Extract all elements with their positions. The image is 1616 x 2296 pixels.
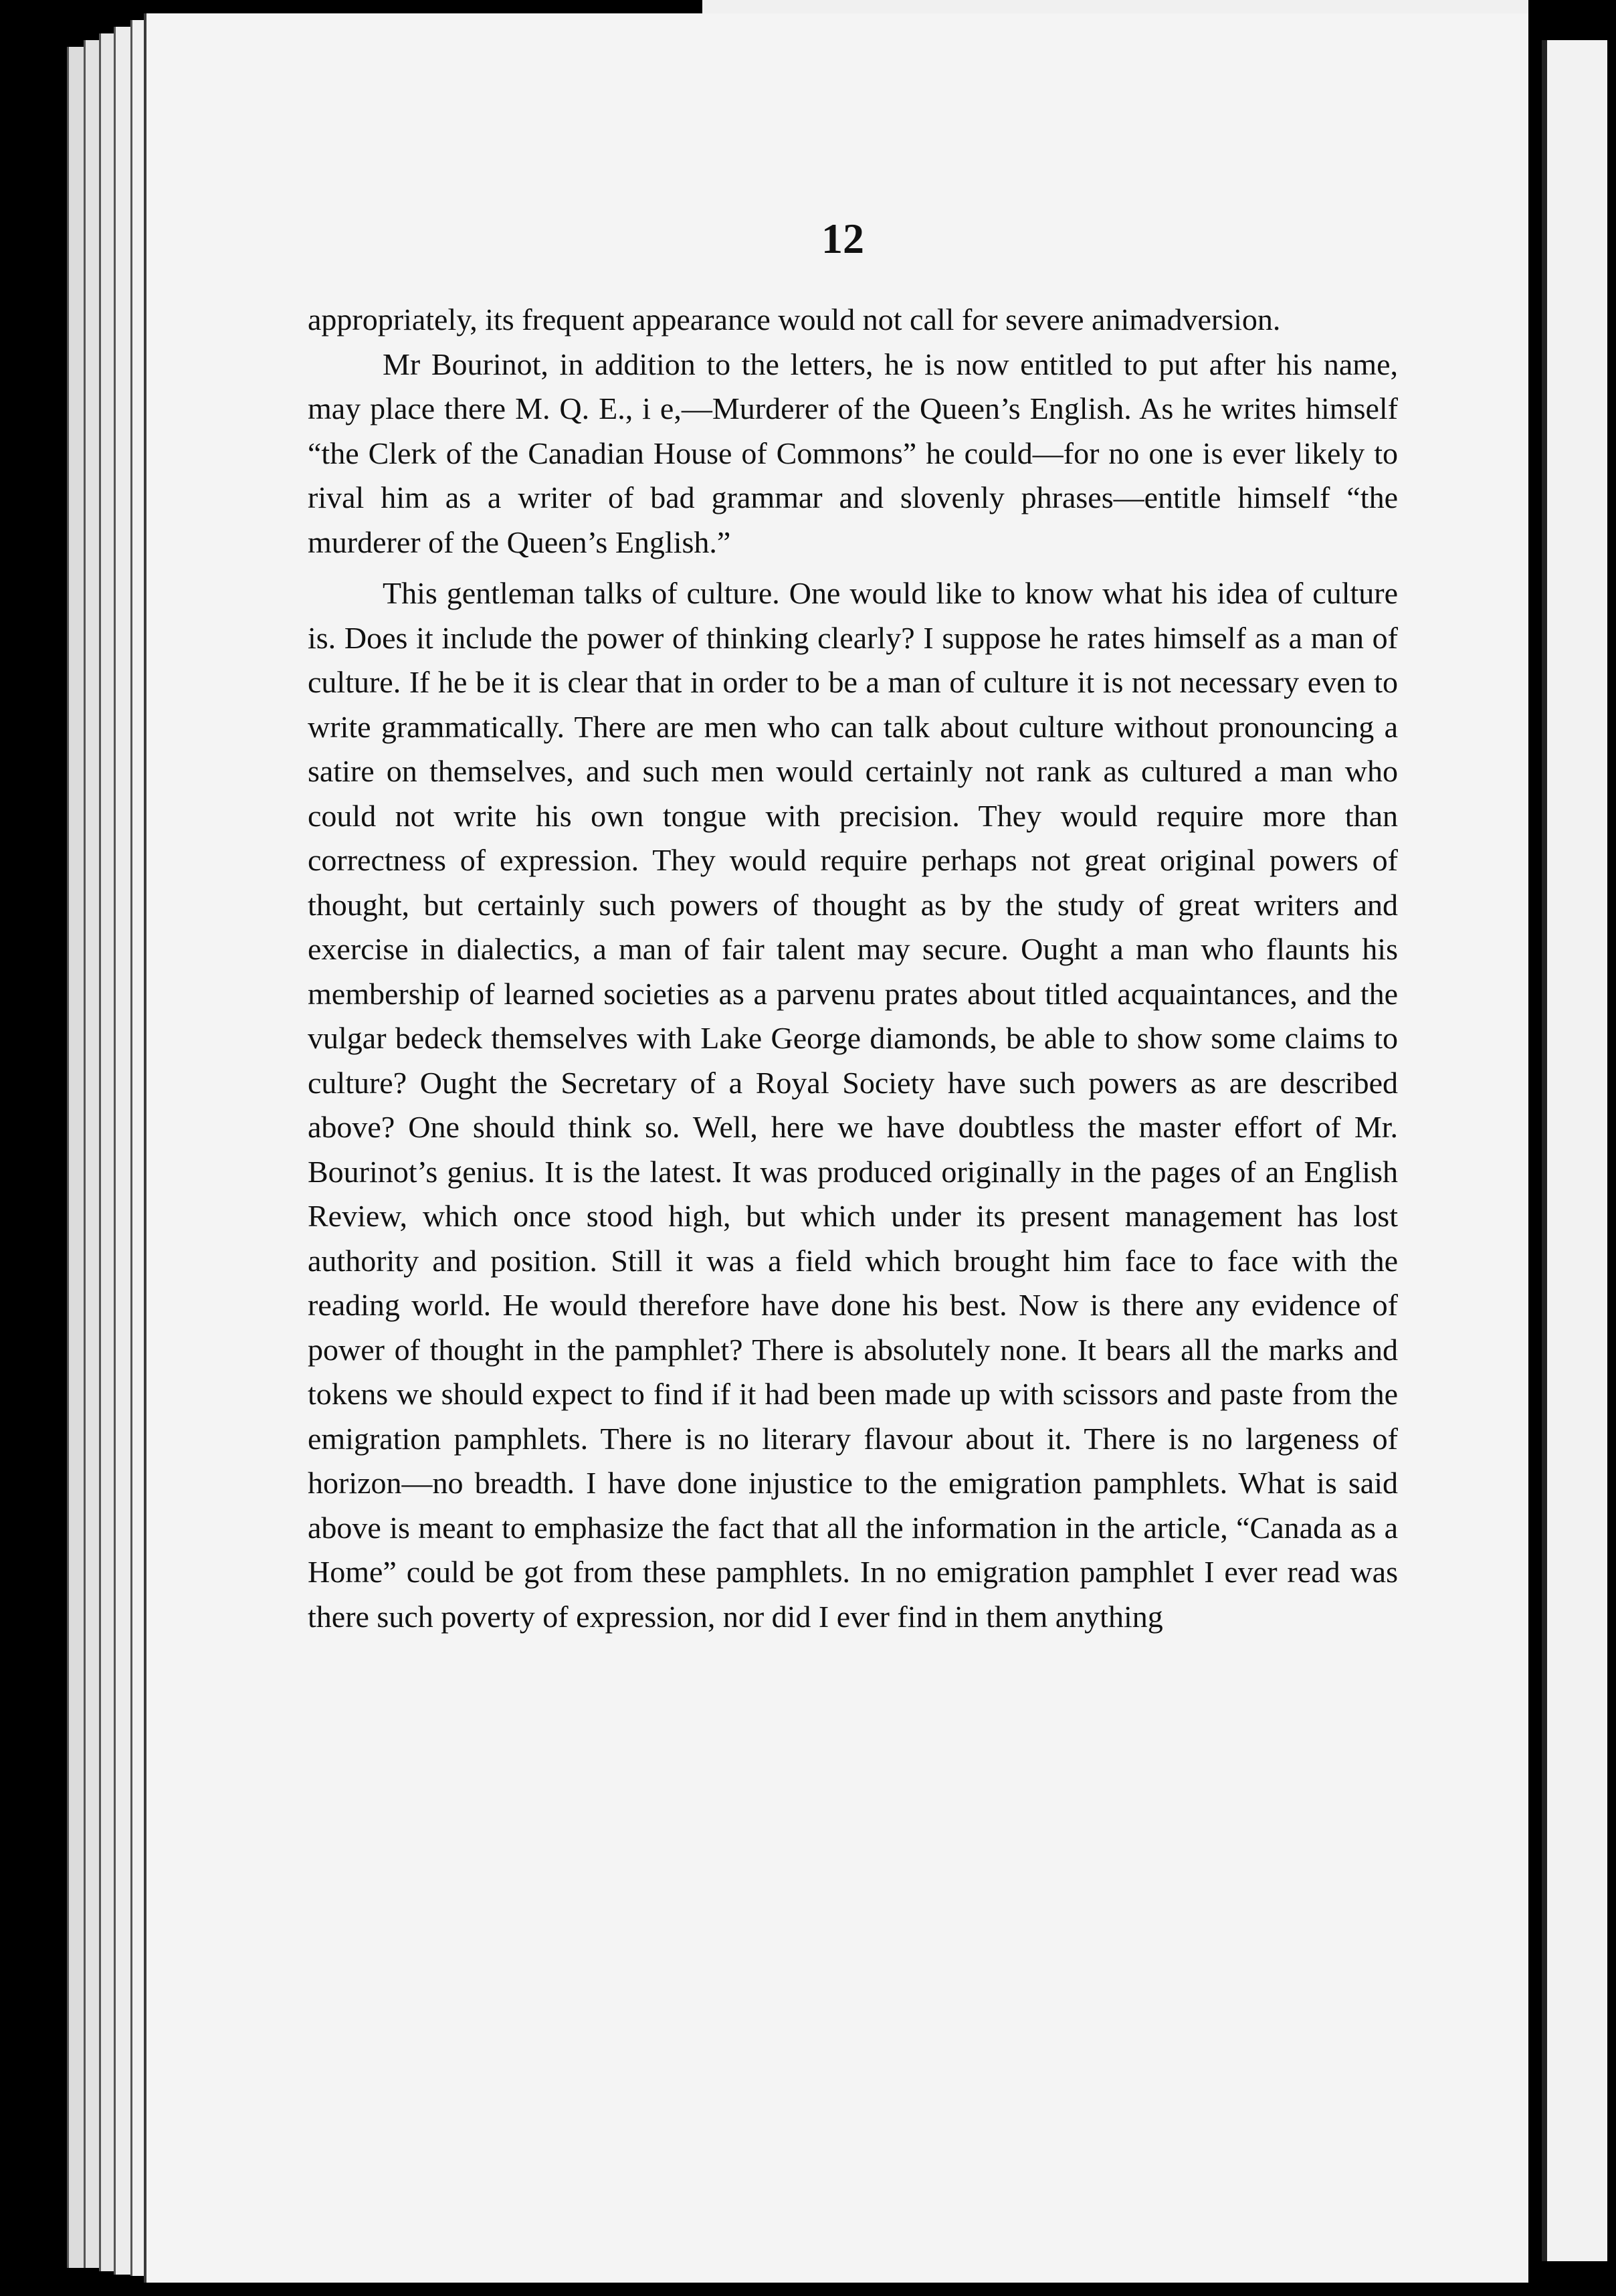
page-number: 12 (821, 215, 864, 262)
right-page-edge (1542, 40, 1607, 2261)
paragraph: Mr Bourinot, in addition to the letters, he is now entitled to put after his name, may place there M. Q. E., i e,—Murderer of the Queen’s English. As he writes himself “the Clerk of the Canadian House of Commons” he could—for no one is ever likely to rival him as a writer of bad grammar and slovenly phrases—entitle himself “the murderer of the Queen’s English.” (308, 347, 1398, 559)
body-text (308, 298, 1398, 1639)
paragraph: appropriately, its frequent appearance would not call for severe animadversion. (308, 302, 1281, 337)
paragraph: This gentleman talks of culture. One would like to know what his idea of culture is. Does it include the power of thinking clearly? I suppose he rates himself as a man of culture. If he be it is clear that in order to be a man of culture it is not necessary even to write grammatically. There are men who can talk about culture without pronouncing a satire on themselves, and such men would certainly not rank as cultured a man who could not write his own tongue with precision. They would require more than correctness of expression. They would require perhaps not great original powers of thought, but certainly such powers of thought as by the study of great writers and exercise in dialectics, a man of fair talent may secure. Ought a man who flaunts his membership of learned societies as a parvenu prates about titled acquaintances, and the vulgar bedeck themselves with Lake George diamonds, be able to show some claims to culture? Ought the Secretary of a Royal Society have such powers as are described above? One should think so. Well, here we have doubtless the master effort of Mr. Bourinot’s genius. It is the latest. It was produced originally in the pages of an English Review, which once stood high, but which under its present management has lost authority and position. Still it was a field which brought him face to face with the reading world. He would therefore have done his best. Now is there any evidence of power of thought in the pamphlet? There is absolutely none. It bears all the marks and tokens we should expect to find if it had been made up with scissors and paste from the emigration pamphlets. There is no literary flavour about it. There is no largeness of horizon—no breadth. I have done injustice to the emigration pamphlets. What is said above is meant to emphasize the fact that all the information in the article, “Canada as a Home” could be got from these pamphlets. In no emigration pamphlet I ever read was there such poverty of expression, nor did I ever find in them anything (308, 576, 1398, 1634)
